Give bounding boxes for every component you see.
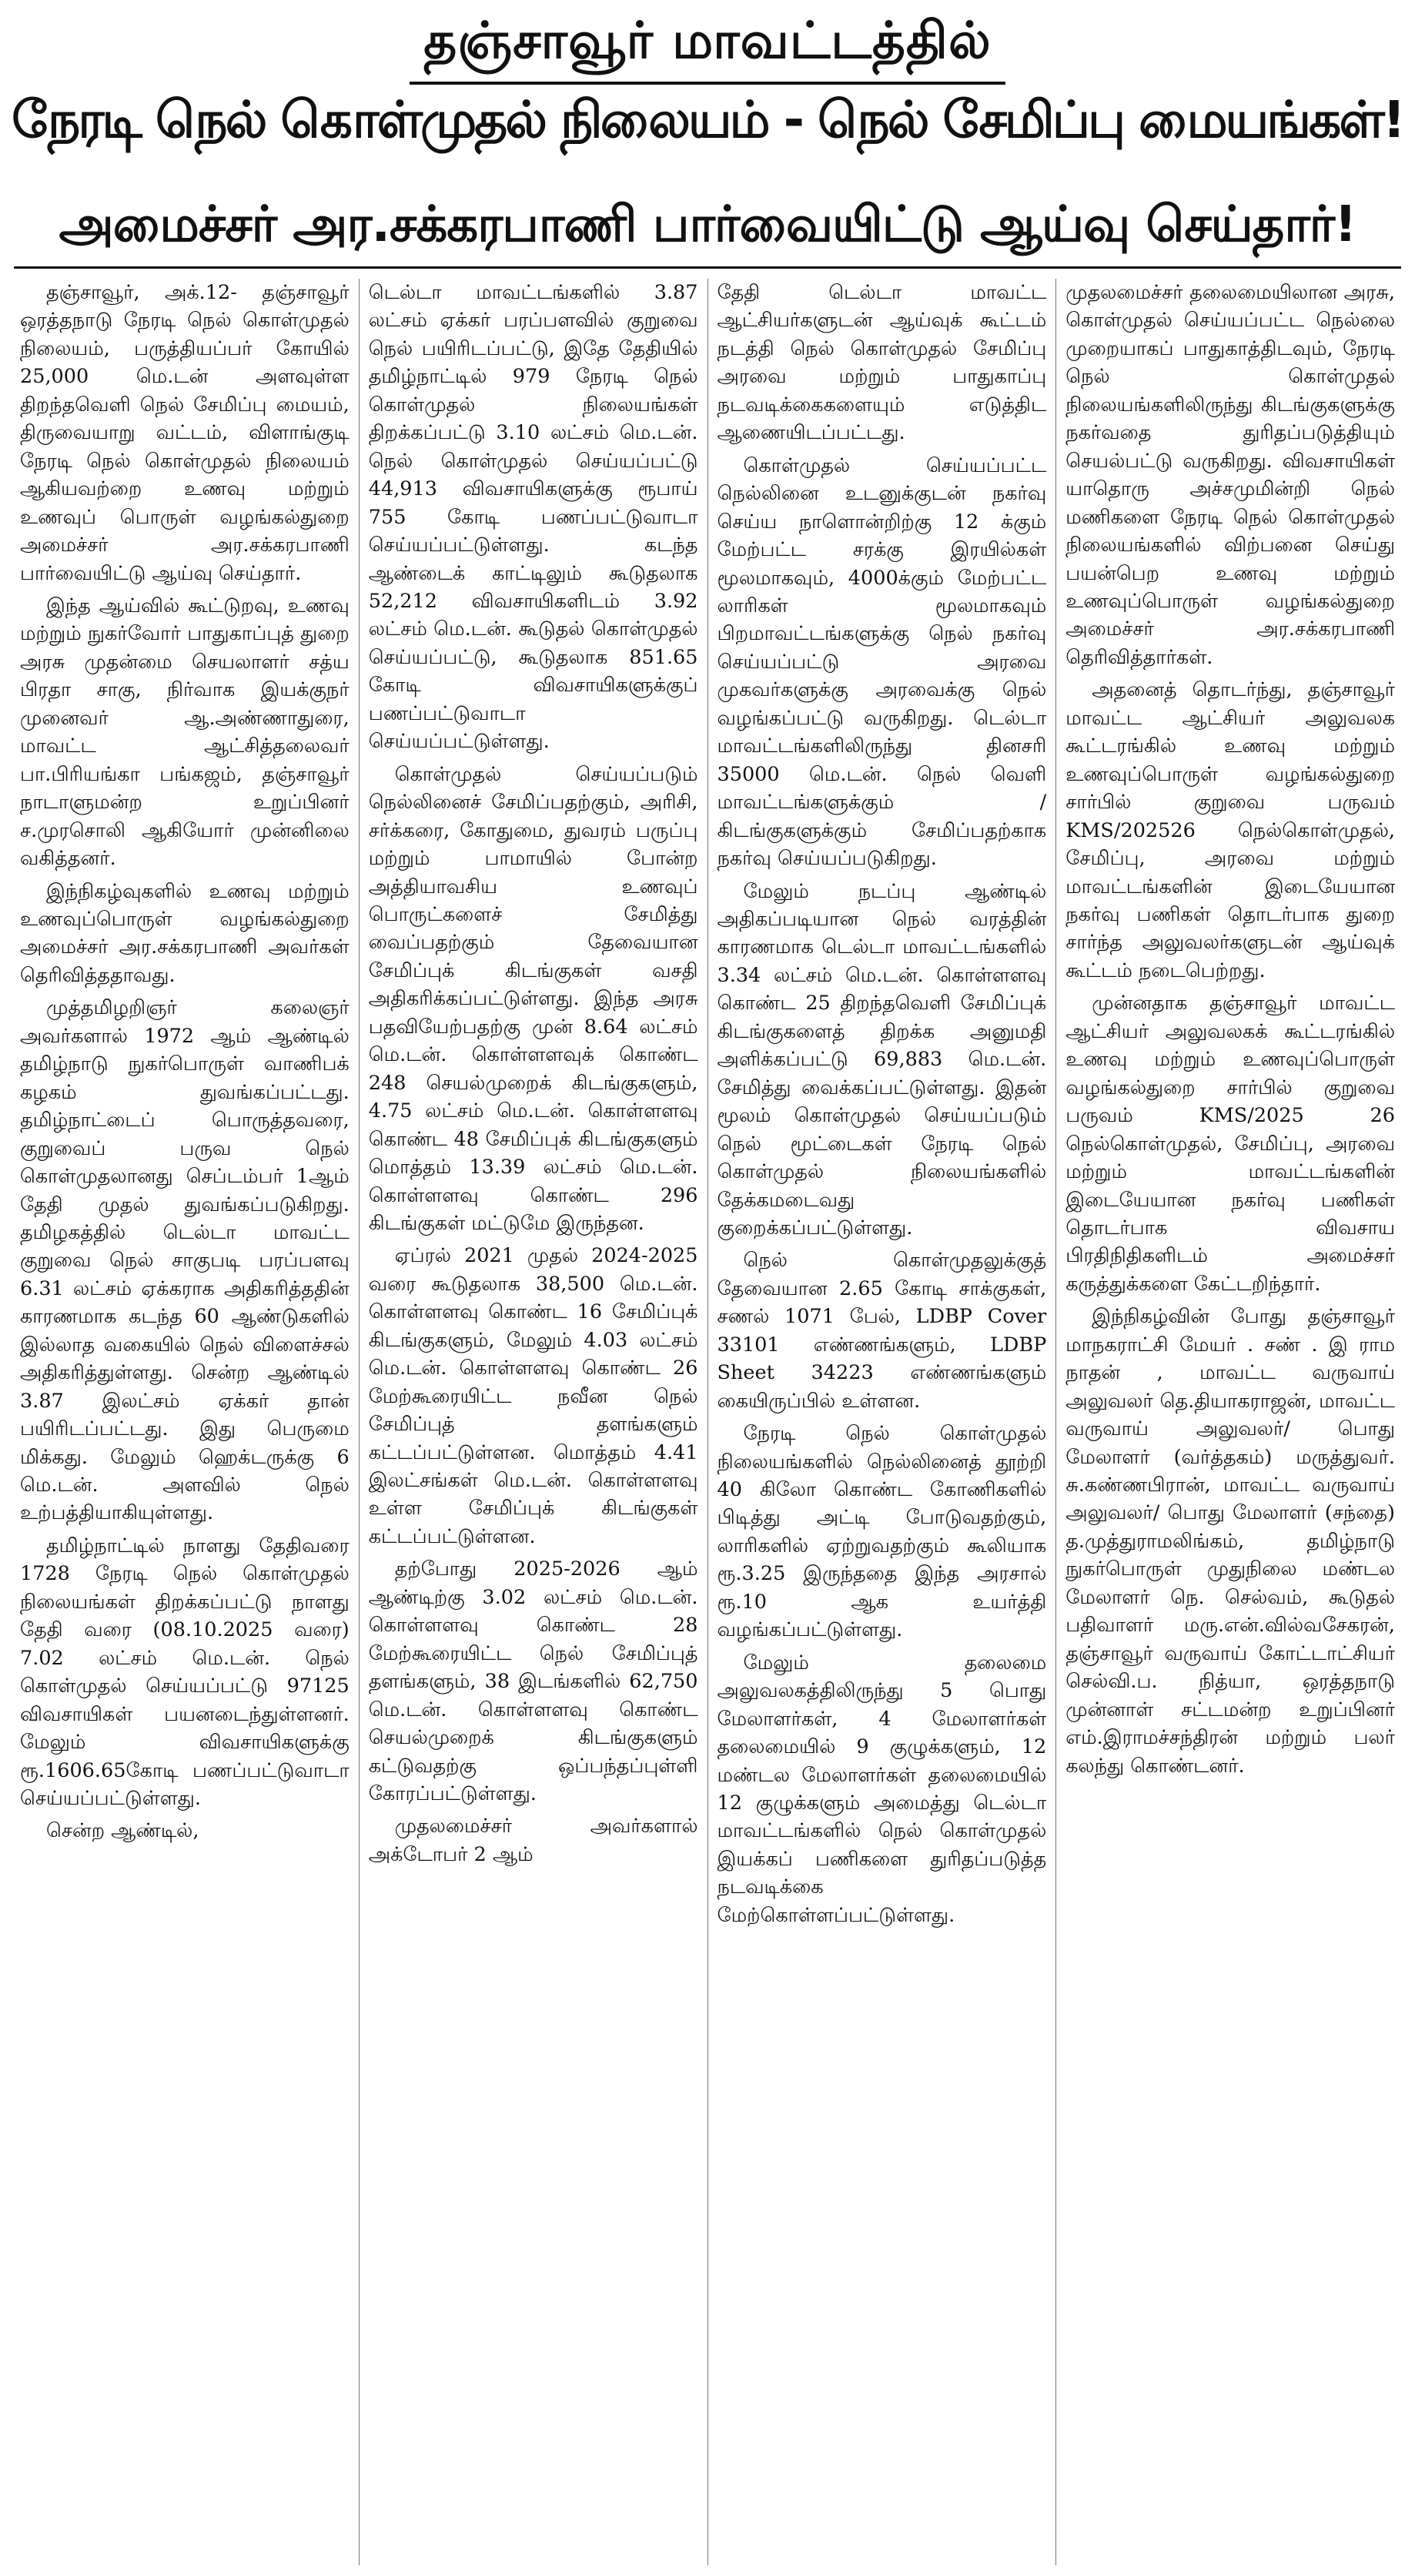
kicker-text: தஞ்சாவூர் மாவட்டத்தில் (410, 11, 1005, 85)
article-headline: நேரடி நெல் கொள்முதல் நிலையம் - நெல் சேமிப்பு மையங்கள்! (12, 90, 1403, 149)
paragraph: இந்த ஆய்வில் கூட்டுறவு, உணவு மற்றும் நுகர்வோர் பாதுகாப்புத் துறை அரசு முதன்மை செயலாளர் சத்ய பிரதா சாகு, நிர்வாக இயக்குநர் முனைவர் ஆ.அண்ணாதுரை, மாவட்ட ஆட்சித்தலைவர் பா.பிரியங்கா பங்கஜம், தஞ்சாவூர் நாடாளுமன்ற உறுப்பினர் ச.முரசொலி ஆகியோர் முன்னிலை வகித்தனர். (20, 594, 350, 871)
body-column-1 (11, 279, 360, 2565)
paragraph: மேலும் நடப்பு ஆண்டில் அதிகப்படியான நெல் வரத்தின் காரணமாக டெல்டா மாவட்டங்களில் 3.34 லட்சம் மெ.டன். கொள்ளளவு கொண்ட 25 திறந்தவெளி சேமிப்புக் கிடங்குகளைத் திறக்க அனுமதி அளிக்கப்பட்டு 69,883 மெ.டன். சேமித்து வைக்கப்பட்டுள்ளது. இதன் மூலம் கொள்முதல் செய்யப்படும் நெல் மூட்டைகள் நேரடி நெல் கொள்முதல் நிலையங்களில் தேக்கமடைவது குறைக்கப்பட்டுள்ளது. (717, 879, 1047, 1239)
body-column-4 (1056, 279, 1404, 2565)
paragraph: இந்நிகழ்வின் போது தஞ்சாவூர் மாநகராட்சி மேயர் . சண் . இ ராம நாதன் , மாவட்ட வருவாய் அலுவலர் தெ.தியாகராஜன், மாவட்ட வருவாய் அலுவலர்/ பொது மேலாளர் (வர்த்தகம்) மருத்துவர். சு.கண்ணபிரான், மாவட்ட வருவாய் அலுவலர்/ பொது மேலாளர் (சந்தை) த.முத்துராமலிங்கம், தமிழ்நாடு நுகர்பொருள் முதுநிலை மண்டல மேலாளர் நெ. செல்வம், கூடுதல் பதிவாளர் மரு.என்.வில்வசேகரன், தஞ்சாவூர் வருவாய் கோட்டாட்சியர் செல்வி.ப. நித்யா, ஒரத்தநாடு முன்னாள் சட்டமன்ற உறுப்பினர் எம்.இராமச்சந்திரன் மற்றும் பலர் கலந்து கொண்டனர். (1065, 1305, 1395, 1778)
body-column-2 (360, 279, 708, 2565)
paragraph: தேதி டெல்டா மாவட்ட ஆட்சியர்களுடன் ஆய்வுக் கூட்டம் நடத்தி நெல் கொள்முதல் சேமிப்பு அரவை மற்றும் பாதுகாப்பு நடவடிக்கைகளையும் எடுத்திட ஆணையிடப்பட்டது. (717, 281, 1047, 445)
paragraph: இந்நிகழ்வுகளில் உணவு மற்றும் உணவுப்பொருள் வழங்கல்துறை அமைச்சர் அர.சக்கரபாணி அவர்கள் தெரிவித்ததாவது. (20, 879, 350, 987)
paragraph: முன்னதாக தஞ்சாவூர் மாவட்ட ஆட்சியர் அலுவலகக் கூட்டரங்கில் உணவு மற்றும் உணவுப்பொருள் வழங்கல்துறை சார்பில் குறுவை பருவம் KMS/2025 26 நெல்கொள்முதல், சேமிப்பு, அரவை மற்றும் மாவட்டங்களின் இடையேயான நகர்வு பணிகள் தொடர்பாக விவசாய பிரதிநிதிகளிடம் அமைச்சர் கருத்துக்களை கேட்டறிந்தார். (1065, 992, 1395, 1296)
body-column-3 (708, 279, 1057, 2565)
paragraph: அதனைத் தொடர்ந்து, தஞ்சாவூர் மாவட்ட ஆட்சியர் அலுவலக கூட்டரங்கில் உணவு மற்றும் உணவுப்பொருள் வழங்கல்துறை சார்பில் குறுவை பருவம் KMS/202526 நெல்கொள்முதல், சேமிப்பு, அரவை மற்றும் மாவட்டங்களின் இடையேயான நகர்வு பணிகள் தொடர்பாக துறை சார்ந்த அலுவலர்களுடன் ஆய்வுக் கூட்டம் நடைபெற்றது. (1065, 678, 1395, 982)
paragraph: சென்ற ஆண்டில், (46, 1819, 199, 1843)
paragraph: முதலமைச்சர் தலைமையிலான அரசு, கொள்முதல் செய்யப்பட்ட நெல்லை முறையாகப் பாதுகாத்திடவும், நேரடி நெல் கொள்முதல் நிலையங்களிலிருந்து கிடங்குகளுக்கு நகர்வதை துரிதப்படுத்தியும் செயல்பட்டு வருகிறது. விவசாயிகள் யாதொரு அச்சமுமின்றி நெல் மணிகளை நேரடி நெல் கொள்முதல் நிலையங்களில் விற்பனை செய்து பயன்பெற உணவு மற்றும் உணவுப்பொருள் வழங்கல்துறை அமைச்சர் அர.சக்கரபாணி தெரிவித்தார்கள். (1065, 281, 1395, 669)
paragraph: தற்போது 2025-2026 ஆம் ஆண்டிற்கு 3.02 லட்சம் மெ.டன். கொள்ளளவு கொண்ட 28 மேற்கூரையிட்ட நெல் சேமிப்புத் தளங்களும், 38 இடங்களில் 62,750 மெ.டன். கொள்ளளவு கொண்ட செயல்முறைக் கிடங்குகளும் கட்டுவதற்கு ஒப்பந்தப்புள்ளி கோரப்பட்டுள்ளது. (368, 1557, 698, 1806)
paragraph: நெல் கொள்முதலுக்குத் தேவையான 2.65 கோடி சாக்குகள், சணல் 1071 பேல், LDBP Cover 33101 எண்ணங்களும், LDBP Sheet 34223 எண்ணங்களும் கையிருப்பில் உள்ளன. (717, 1249, 1047, 1413)
paragraph: முத்தமிழறிஞர் கலைஞர் அவர்களால் 1972 ஆம் ஆண்டில் தமிழ்நாடு நுகர்பொருள் வாணிபக் கழகம் துவங்கப்பட்டது. தமிழ்நாட்டைப் பொருத்தவரை, குறுவைப் பருவ நெல் கொள்முதலானது செப்டம்பர் 1ஆம் தேதி முதல் துவங்கப்படுகிறது. தமிழகத்தில் டெல்டா மாவட்ட குறுவை நெல் சாகுபடி பரப்பளவு 6.31 லட்சம் ஏக்கராக அதிகரித்ததின் காரணமாக கடந்த 60 ஆண்டுகளில் இல்லாத வகையில் நெல் விளைச்சல் அதிகரித்துள்ளது. சென்ற ஆண்டில் 3.87 இலட்சம் ஏக்கர் தான் பயிரிடப்பட்டது. இது பெருமை மிக்கது. மேலும் ஹெக்டருக்கு 6 மெ.டன். அளவில் நெல் உற்பத்தியாகியுள்ளது. (20, 996, 350, 1525)
paragraph: டெல்டா மாவட்டங்களில் 3.87 லட்சம் ஏக்கர் பரப்பளவில் குறுவை நெல் பயிரிடப்பட்டு, இதே தேதியில் தமிழ்நாட்டில் 979 நேரடி நெல் கொள்முதல் நிலையங்கள் திறக்கப்பட்டு 3.10 லட்சம் மெ.டன். நெல் கொள்முதல் செய்யப்பட்டு 44,913 விவசாயிகளுக்கு ரூபாய் 755 கோடி பணப்பட்டுவாடா செய்யப்பட்டுள்ளது. கடந்த ஆண்டைக் காட்டிலும் கூடுதலாக 52,212 விவசாயிகளிடம் 3.92 லட்சம் மெ.டன். கூடுதல் கொள்முதல் செய்யப்பட்டு, கூடுதலாக 851.65 கோடி விவசாயிகளுக்குப் பணப்பட்டுவாடா செய்யப்பட்டுள்ளது. (368, 281, 698, 754)
paragraph: கொள்முதல் செய்யப்படும் நெல்லினைச் சேமிப்பதற்கும், அரிசி, சர்க்கரை, கோதுமை, துவரம் பருப்பு மற்றும் பாமாயில் போன்ற அத்தியாவசிய உணவுப் பொருட்களைச் சேமித்து வைப்பதற்கும் தேவையான சேமிப்புக் கிடங்குகள் வசதி அதிகரிக்கப்பட்டுள்ளது. இந்த அரசு பதவியேற்பதற்கு முன் 8.64 லட்சம் மெ.டன். கொள்ளளவுக் கொண்ட 248 செயல்முறைக் கிடங்குகளும், 4.75 லட்சம் மெ.டன். கொள்ளளவு கொண்ட 48 சேமிப்புக் கிடங்குகளும் மொத்தம் 13.39 லட்சம் மெ.டன். கொள்ளளவு கொண்ட 296 கிடங்குகள் மட்டுமே இருந்தன. (368, 762, 698, 1235)
paragraph: நேரடி நெல் கொள்முதல் நிலையங்களில் நெல்லினைத் தூற்றி 40 கிலோ கொண்ட கோணிகளில் பிடித்து அட்டி போடுவதற்கும், லாரிகளில் ஏற்றுவதற்கும் கூலியாக ரூ.3.25 இருந்ததை இந்த அரசால் ரூ.10 ஆக உயர்த்தி வழங்கப்பட்டுள்ளது. (717, 1422, 1047, 1642)
paragraph: முதலமைச்சர் அவர்களால் அக்டோபர் 2 ஆம் (368, 1815, 698, 1866)
paragraph: தஞ்சாவூர், அக்.12- தஞ்சாவூர் ஒரத்தநாடு நேரடி நெல் கொள்முதல் நிலையம், பருத்தியப்பர் கோயில் 25,000 மெ.டன் அளவுள்ள திறந்தவெளி நெல் சேமிப்பு மையம், திருவையாறு வட்டம், விளாங்குடி நேரடி நெல் கொள்முதல் நிலையம் ஆகியவற்றை உணவு மற்றும் உணவுப் பொருள் வழங்கல்துறை அமைச்சர் அர.சக்கரபாணி பார்வையிட்டு ஆய்வு செய்தார். (20, 281, 350, 585)
paragraph: ஏப்ரல் 2021 முதல் 2024-2025 வரை கூடுதலாக 38,500 மெ.டன். கொள்ளளவு கொண்ட 16 சேமிப்புக் கிடங்குகளும், மேலும் 4.03 லட்சம் மெ.டன். கொள்ளளவு கொண்ட 26 மேற்கூரையிட்ட நவீன நெல் சேமிப்புத் தளங்களும் கட்டப்பட்டுள்ளன. மொத்தம் 4.41 இலட்சங்கள் மெ.டன். கொள்ளளவு உள்ள சேமிப்புக் கிடங்குகள் கட்டப்பட்டுள்ளன. (368, 1244, 698, 1548)
article-kicker (0, 11, 1415, 85)
paragraph: கொள்முதல் செய்யப்பட்ட நெல்லினை உடனுக்குடன் நகர்வு செய்ய நாளொன்றிற்கு 12 க்கும் மேற்பட்ட சரக்கு இரயில்கள் மூலமாகவும், 4000க்கும் மேற்பட்ட லாரிகள் மூலமாகவும் பிறமாவட்டங்களுக்கு நெல் நகர்வு செய்யப்பட்டு அரவை முகவர்களுக்கு அரவைக்கு நெல் வழங்கப்பட்டு வருகிறது. டெல்டா மாவட்டங்களிலிருந்து தினசரி 35000 மெ.டன். நெல் வெளி மாவட்டங்களுக்கும் / கிடங்குகளுக்கும் சேமிப்பதற்காக நகர்வு செய்யப்படுகிறது. (717, 453, 1047, 871)
article-subheadline: அமைச்சர் அர.சக்கரபாணி பார்வையிட்டு ஆய்வு செய்தார்! (59, 196, 1356, 253)
header-divider (14, 266, 1401, 269)
article-body (11, 279, 1404, 2565)
paragraph: தமிழ்நாட்டில் நாளது தேதிவரை 1728 நேரடி நெல் கொள்முதல் நிலையங்கள் திறக்கப்பட்டு நாளது தேதி வரை (08.10.2025 வரை) 7.02 லட்சம் மெ.டன். நெல் கொள்முதல் செய்யப்பட்டு 97125 விவசாயிகள் பயனடைந்துள்ளனர். மேலும் விவசாயிகளுக்கு ரூ.1606.65கோடி பணப்பட்டுவாடா செய்யப்பட்டுள்ளது. (20, 1534, 350, 1811)
paragraph: மேலும் தலைமை அலுவலகத்திலிருந்து 5 பொது மேலாளர்கள், 4 மேலாளர்கள் தலைமையில் 9 குழுக்களும், 12 மண்டல மேலாளர்கள் தலைமையில் 12 குழுக்களும் அமைத்து டெல்டா மாவட்டங்களில் நெல் கொள்முதல் இயக்கப் பணிகளை துரிதப்படுத்த நடவடிக்கை மேற்கொள்ளப்பட்டுள்ளது. (717, 1651, 1047, 1927)
